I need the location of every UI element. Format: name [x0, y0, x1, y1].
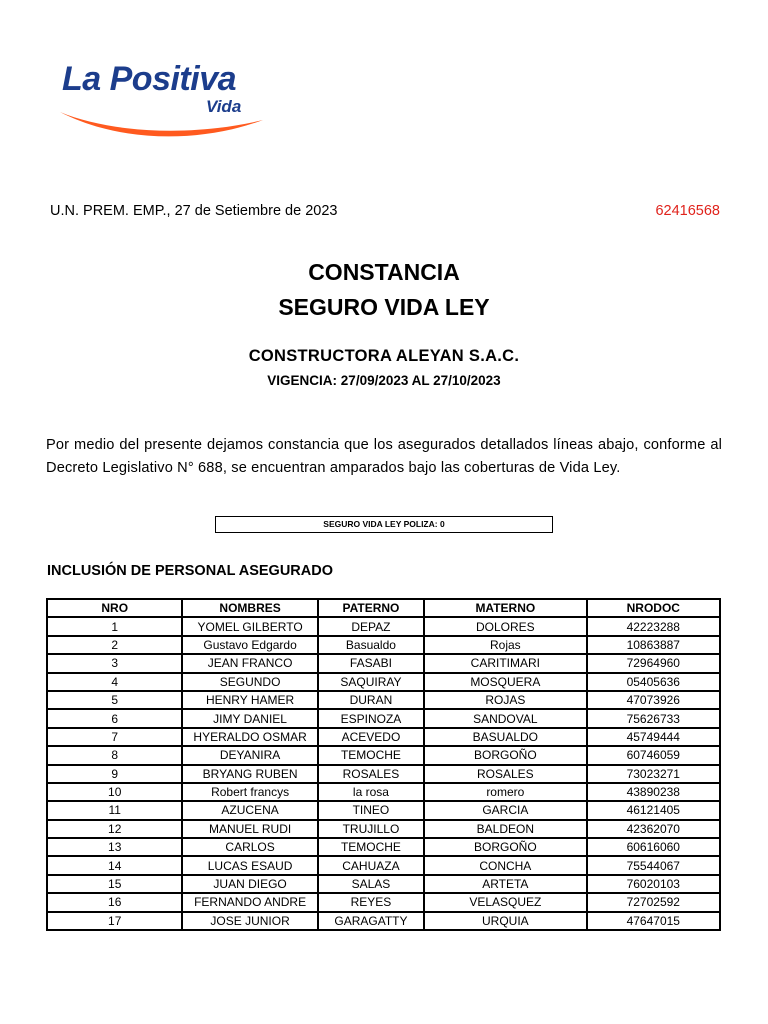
- cell-materno: CONCHA: [424, 856, 586, 874]
- cell-nrodoc: 42362070: [587, 820, 720, 838]
- logo-brand-text: La Positiva: [62, 60, 237, 98]
- cell-paterno: SAQUIRAY: [318, 673, 424, 691]
- table-row: [47, 820, 720, 838]
- cell-nombres: MANUEL RUDI: [182, 820, 317, 838]
- logo-swoosh-icon: [58, 108, 268, 148]
- cell-paterno: TEMOCHE: [318, 746, 424, 764]
- table-row: [47, 801, 720, 819]
- cell-nro: 12: [47, 820, 182, 838]
- cell-nro: 17: [47, 912, 182, 930]
- cell-materno: DOLORES: [424, 617, 586, 635]
- cell-materno: Rojas: [424, 636, 586, 654]
- cell-materno: BALDEON: [424, 820, 586, 838]
- cell-nombres: FERNANDO ANDRE: [182, 893, 317, 911]
- table-row: [47, 765, 720, 783]
- cell-nro: 3: [47, 654, 182, 672]
- cell-nro: 4: [47, 673, 182, 691]
- cell-nrodoc: 72702592: [587, 893, 720, 911]
- cell-paterno: SALAS: [318, 875, 424, 893]
- cell-nrodoc: 05405636: [587, 673, 720, 691]
- cell-materno: CARITIMARI: [424, 654, 586, 672]
- logo-sub-text: Vida: [206, 97, 242, 116]
- cell-nro: 5: [47, 691, 182, 709]
- cell-nrodoc: 46121405: [587, 801, 720, 819]
- header-nro: NRO: [47, 599, 182, 617]
- cell-materno: URQUIA: [424, 912, 586, 930]
- cell-nrodoc: 42223288: [587, 617, 720, 635]
- cell-materno: romero: [424, 783, 586, 801]
- body-paragraph: Por medio del presente dejamos constancia que los asegurados detallados líneas abajo, conforme al Decreto Legislativo N° 688, se encuentran amparados bajo las coberturas de Vida Ley.: [46, 437, 722, 476]
- header-nombres: NOMBRES: [182, 599, 317, 617]
- la-positiva-logo: [58, 58, 268, 148]
- cell-nro: 10: [47, 783, 182, 801]
- cell-paterno: REYES: [318, 893, 424, 911]
- table-row: [47, 728, 720, 746]
- cell-nro: 6: [47, 709, 182, 727]
- header-nrodoc: NRODOC: [587, 599, 720, 617]
- cell-paterno: DURAN: [318, 691, 424, 709]
- cell-paterno: ACEVEDO: [318, 728, 424, 746]
- cell-nrodoc: 47073926: [587, 691, 720, 709]
- cell-nro: 7: [47, 728, 182, 746]
- cell-materno: VELASQUEZ: [424, 893, 586, 911]
- cell-nro: 16: [47, 893, 182, 911]
- cell-paterno: CAHUAZA: [318, 856, 424, 874]
- cell-nombres: YOMEL GILBERTO: [182, 617, 317, 635]
- cell-nombres: SEGUNDO: [182, 673, 317, 691]
- cell-nro: 15: [47, 875, 182, 893]
- cell-nrodoc: 72964960: [587, 654, 720, 672]
- cell-materno: MOSQUERA: [424, 673, 586, 691]
- cell-nombres: HYERALDO OSMAR: [182, 728, 317, 746]
- document-title: CONSTANCIA: [308, 259, 460, 285]
- cell-materno: ROJAS: [424, 691, 586, 709]
- table-row: [47, 838, 720, 856]
- table-row: [47, 654, 720, 672]
- cell-paterno: ROSALES: [318, 765, 424, 783]
- location-date: U.N. PREM. EMP., 27 de Setiembre de 2023: [50, 203, 338, 219]
- cell-paterno: ESPINOZA: [318, 709, 424, 727]
- section-title: INCLUSIÓN DE PERSONAL ASEGURADO: [47, 563, 333, 579]
- cell-nrodoc: 76020103: [587, 875, 720, 893]
- table-row: [47, 893, 720, 911]
- cell-nrodoc: 10863887: [587, 636, 720, 654]
- cell-nombres: LUCAS ESAUD: [182, 856, 317, 874]
- cell-nombres: JOSE JUNIOR: [182, 912, 317, 930]
- table-row: [47, 746, 720, 764]
- cell-nro: 2: [47, 636, 182, 654]
- cell-paterno: Basualdo: [318, 636, 424, 654]
- cell-nrodoc: 73023271: [587, 765, 720, 783]
- cell-nrodoc: 43890238: [587, 783, 720, 801]
- table-row: [47, 709, 720, 727]
- cell-nrodoc: 60616060: [587, 838, 720, 856]
- cell-nombres: JEAN FRANCO: [182, 654, 317, 672]
- cell-paterno: DEPAZ: [318, 617, 424, 635]
- document-subtitle: SEGURO VIDA LEY: [278, 294, 490, 320]
- cell-materno: BORGOÑO: [424, 746, 586, 764]
- table-header-row: [47, 599, 720, 617]
- cell-paterno: GARAGATTY: [318, 912, 424, 930]
- table-row: [47, 691, 720, 709]
- cell-nrodoc: 75544067: [587, 856, 720, 874]
- cell-nombres: JUAN DIEGO: [182, 875, 317, 893]
- cell-nro: 8: [47, 746, 182, 764]
- cell-nombres: Gustavo Edgardo: [182, 636, 317, 654]
- cell-paterno: FASABI: [318, 654, 424, 672]
- cell-nombres: AZUCENA: [182, 801, 317, 819]
- cell-nrodoc: 60746059: [587, 746, 720, 764]
- cell-nro: 14: [47, 856, 182, 874]
- cell-nombres: Robert francys: [182, 783, 317, 801]
- table-row: [47, 875, 720, 893]
- header-paterno: PATERNO: [318, 599, 424, 617]
- cell-materno: BORGOÑO: [424, 838, 586, 856]
- cell-paterno: la rosa: [318, 783, 424, 801]
- cell-paterno: TEMOCHE: [318, 838, 424, 856]
- company-name: CONSTRUCTORA ALEYAN S.A.C.: [248, 347, 520, 365]
- poliza-box: SEGURO VIDA LEY POLIZA: 0: [215, 516, 553, 533]
- table-row: [47, 912, 720, 930]
- cell-nro: 11: [47, 801, 182, 819]
- cell-nro: 9: [47, 765, 182, 783]
- cell-nrodoc: 45749444: [587, 728, 720, 746]
- header-materno: MATERNO: [424, 599, 586, 617]
- cell-paterno: TINEO: [318, 801, 424, 819]
- cell-materno: ARTETA: [424, 875, 586, 893]
- cell-materno: SANDOVAL: [424, 709, 586, 727]
- table-row: [47, 673, 720, 691]
- cell-paterno: TRUJILLO: [318, 820, 424, 838]
- cell-nombres: HENRY HAMER: [182, 691, 317, 709]
- insured-personnel-table: [46, 598, 721, 931]
- cell-materno: GARCIA: [424, 801, 586, 819]
- cell-materno: ROSALES: [424, 765, 586, 783]
- table-body: [47, 617, 720, 930]
- vigencia-period: VIGENCIA: 27/09/2023 AL 27/10/2023: [267, 373, 501, 388]
- cell-materno: BASUALDO: [424, 728, 586, 746]
- cell-nro: 1: [47, 617, 182, 635]
- reference-number: 62416568: [655, 203, 720, 219]
- cell-nombres: DEYANIRA: [182, 746, 317, 764]
- table-row: [47, 856, 720, 874]
- cell-nombres: BRYANG RUBEN: [182, 765, 317, 783]
- cell-nro: 13: [47, 838, 182, 856]
- table-row: [47, 636, 720, 654]
- cell-nombres: JIMY DANIEL: [182, 709, 317, 727]
- table-row: [47, 783, 720, 801]
- table-row: [47, 617, 720, 635]
- cell-nombres: CARLOS: [182, 838, 317, 856]
- cell-nrodoc: 75626733: [587, 709, 720, 727]
- cell-nrodoc: 47647015: [587, 912, 720, 930]
